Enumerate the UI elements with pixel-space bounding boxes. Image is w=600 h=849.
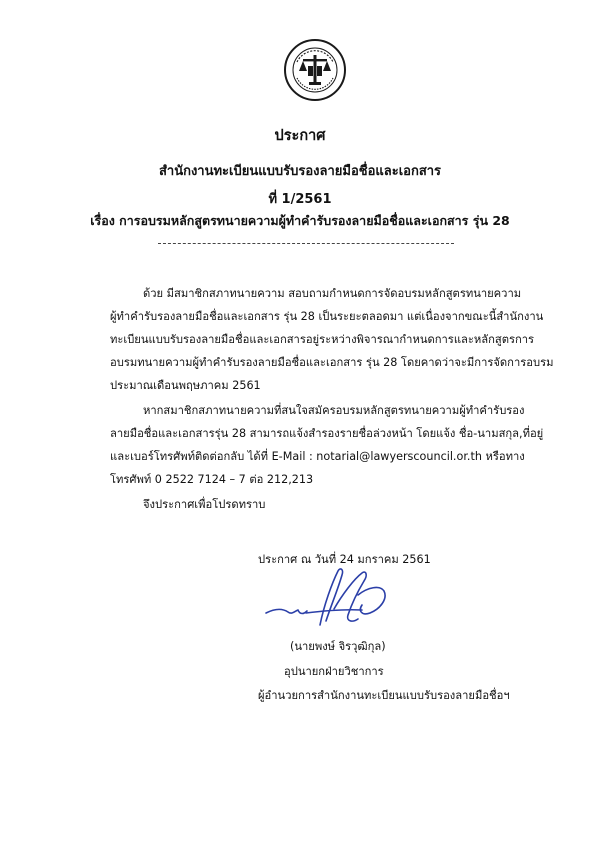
paragraph-line: และเบอร์โทรศัพท์ติดต่อกลับ ได้ที่ E-Mail : notarial@lawyerscouncil.or.th หรือทาง: [110, 450, 525, 463]
document-number: ที่ 1/2561: [268, 192, 332, 207]
lawyers-council-seal-icon: [283, 38, 347, 102]
signatory-position: อุปนายกฝ่ายวิชาการ: [284, 665, 384, 678]
paragraph-line: ลายมือชื่อและเอกสารรุ่น 28 สามารถแจ้งสำรองรายชื่อล่วงหน้า โดยแจ้ง ชื่อ-นามสกุล,ที่อยู่: [110, 427, 544, 440]
paragraph-line: อบรมทนายความผู้ทำคำรับรองลายมือชื่อและเอกสาร รุ่น 28 โดยคาดว่าจะมีการจัดการอบรม: [110, 356, 554, 369]
organization-name: สำนักงานทะเบียนแบบรับรองลายมือชื่อและเอกสาร: [158, 164, 442, 179]
paragraph-line: ด้วย มีสมาชิกสภาทนายความ สอบถามกำหนดการจัดอบรมหลักสูตรทนายความ: [143, 287, 522, 300]
signatory-name: (นายพงษ์ จิรวุฒิกุล): [290, 640, 386, 653]
closing-line: จึงประกาศเพื่อโปรดทราบ: [143, 498, 266, 511]
header-divider: [158, 243, 454, 244]
signatory-title: ผู้อำนวยการสำนักงานทะเบียนแบบรับรองลายมือชื่อฯ: [258, 689, 510, 702]
paragraph-line: ประมาณเดือนพฤษภาคม 2561: [110, 379, 261, 392]
announcement-title: ประกาศ: [274, 128, 326, 144]
paragraph-line: โทรศัพท์ 0 2522 7124 – 7 ต่อ 212,213: [110, 473, 314, 486]
paragraph-line: ผู้ทำคำรับรองลายมือชื่อและเอกสาร รุ่น 28 เป็นระยะตลอดมา แต่เนื่องจากขณะนี้สำนักงาน: [110, 310, 544, 323]
paragraph-line: หากสมาชิกสภาทนายความที่สนใจสมัครอบรมหลักสูตรทนายความผู้ทำคำรับรอง: [143, 404, 525, 417]
handwritten-signature: [262, 565, 412, 633]
announcement-date: ประกาศ ณ วันที่ 24 มกราคม 2561: [258, 553, 431, 566]
document-subject: เรื่อง การอบรมหลักสูตรทนายความผู้ทำคำรับรองลายมือชื่อและเอกสาร รุ่น 28: [90, 213, 510, 228]
paragraph-line: ทะเบียนแบบรับรองลายมือชื่อและเอกสารอยู่ระหว่างพิจารณากำหนดการและหลักสูตรการ: [110, 333, 535, 346]
